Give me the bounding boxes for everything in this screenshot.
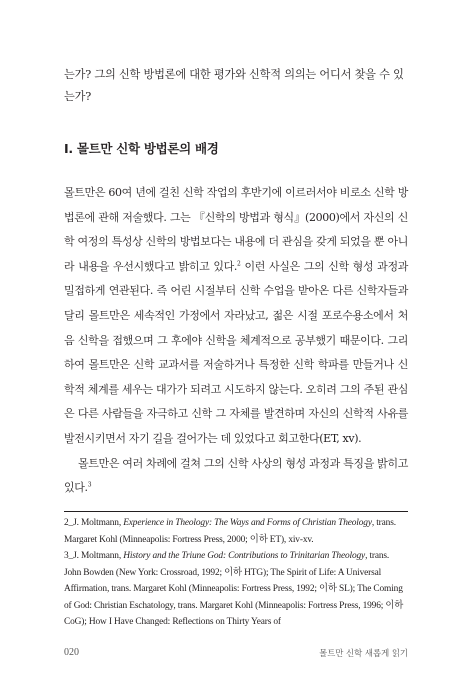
paragraph-text: 이런 사실은 그의 신학 형성 과정과 밀접하게 연관된다. 즉 어린 시절부터 신학 수업을 받아온 다른 신학자들과 달리 몰트만은 세속적인 가정에서 자라났고, 젊은 시절 포로수용소에서 처음 신학을 접했으며 그 후에야 신학을 체계적으로 공부했기 때문이다. 그리하여 몰트만은 신학 교과서를 저술하거나 특정한 신학 학파를 만들거나 신학적 체계를 세우는 대가가 되려고 시도하지 않는다. 오히려 그의 주된 관심은 다른 사람들을 자극하고 신학 그 자체를 발견하며 자신의 신학적 사유를 발전시키면서 자기 길을 걸어가는 데 있었다고 회고한다(ET, xv).	[64, 259, 409, 445]
paragraph-text: 몰트만은 60여 년에 걸친 신학 작업의 후반기에 이르러서야 비로소 신학 방법론에 관해 저술했다. 그는 『신학의 방법과 형식』(2000)에서 자신의 신학 여정의 특성상 신학의 방법보다는 내용에 더 관심을 갖게 되었을 뿐 아니라 내용을 우선시했다고 밝히고 있다.	[64, 186, 408, 273]
footnotes	[64, 515, 408, 631]
footnote-lead: 2_J. Moltmann,	[64, 518, 124, 528]
body-text	[64, 181, 408, 501]
intro-line: 는가? 그의 신학 방법론에 대한 평가와 신학적 의의는 어디서 찾을 수 있	[64, 68, 404, 81]
footnote-rest: , trans. Margaret Kohl (Minneapolis: Fortress Press, 2000; 이하 ET), xiv-xv.	[64, 518, 396, 545]
paragraph	[64, 452, 408, 501]
paragraph-text: 몰트만은 여러 차례에 걸쳐 그의 신학 사상의 형성 과정과 특징을 밝히고 있다.	[64, 456, 408, 495]
footnote-rest: , trans. John Bowden (New York: Crossroad, 1992; 이하 HTG); The Spirit of Life: A Universal Affirmation, trans. Margaret Kohl (Minneapolis: Fortress Press, 1992; 이하 SL); The Coming of God: Christian Eschatology, trans. Margaret Kohl (Minneapolis: Fortress Press, 1996; 이하 CoG); How I Have Changed: Reflections on Thirty Years of	[64, 551, 404, 627]
intro-text	[64, 64, 408, 108]
footnote	[64, 548, 408, 631]
footnote-title: History and the Triune God: Contributions to Trinitarian Theology	[123, 551, 366, 561]
intro-line: 는가?	[64, 90, 92, 103]
section-heading: I. 몰트만 신학 방법론의 배경	[64, 141, 219, 156]
running-title: 몰트만 신학 새롭게 읽기	[319, 648, 408, 658]
footnote-divider	[64, 511, 408, 512]
footnote-title: Experience in Theology: The Ways and Forms of Christian Theology	[123, 518, 372, 528]
footnote	[64, 515, 408, 548]
footnote-marker: 3	[87, 481, 92, 489]
page-number: 020	[64, 647, 79, 658]
paragraph	[64, 181, 408, 452]
footnote-marker: 2	[237, 260, 241, 268]
footnote-lead: 3_J. Moltmann,	[64, 551, 124, 561]
